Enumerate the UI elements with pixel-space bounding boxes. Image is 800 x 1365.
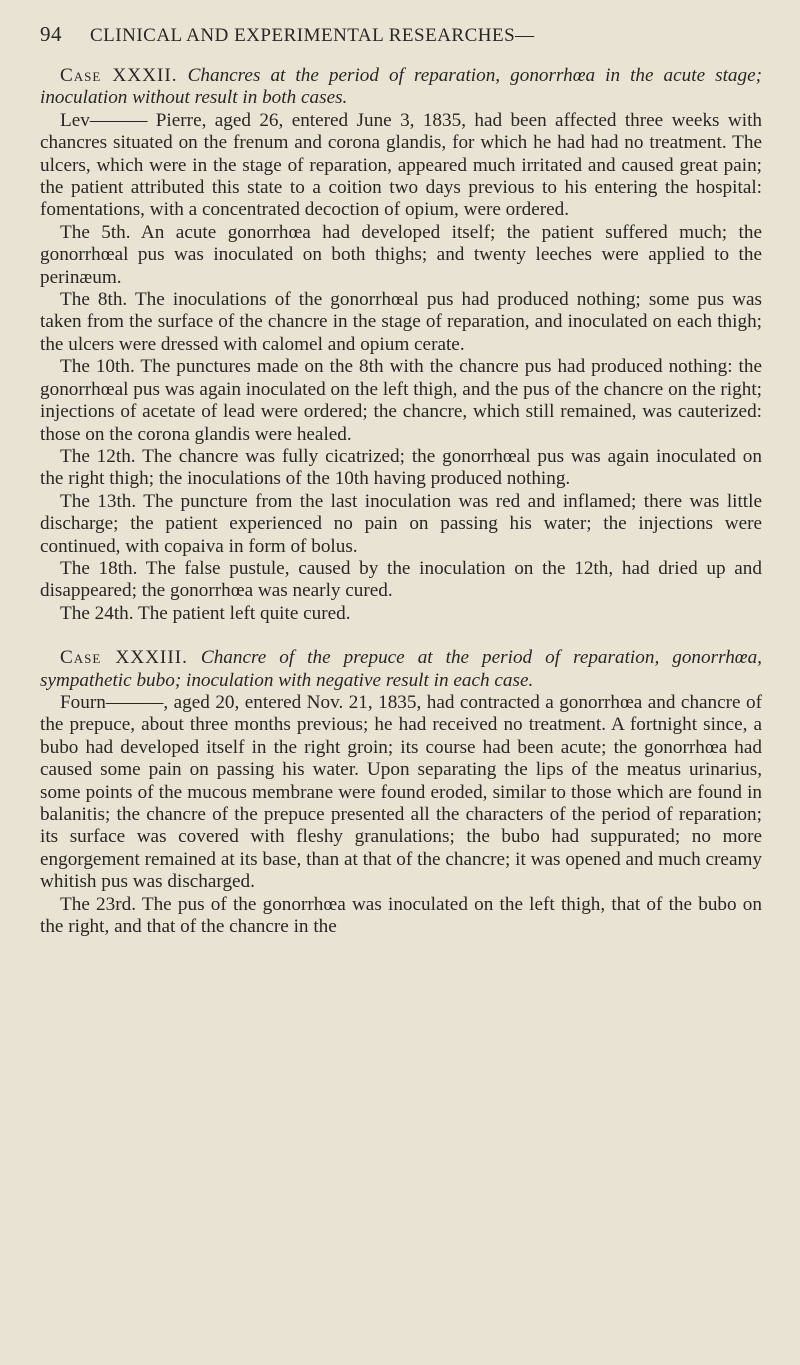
case-number: Case XXXIII.	[60, 647, 188, 669]
case-heading	[40, 647, 762, 692]
running-head	[40, 22, 762, 47]
case-paragraph: The 10th. The punctures made on the 8th with the chancre pus had produced nothing: the gonorrhœal pus was again inoculated on the left thigh, and the pus of the chancre on the right; injections of acetate of lead were ordered; the chancre, which still remained, was cauterized: those on the corona glandis were healed.	[40, 356, 762, 445]
case-title: Chancres at the period of reparation, gonorrhœa in the acute stage; inoculation without result in both cases.	[40, 65, 763, 109]
running-title: CLINICAL AND EXPERIMENTAL RESEARCHES—	[90, 25, 535, 46]
case-paragraph: Lev——— Pierre, aged 26, entered June 3, 1835, had been affected three weeks with chancres situated on the frenum and corona glandis, for which he had had no treatment. The ulcers, which were in the stage of reparation, appeared much irritated and caused great pain; the patient attributed this state to a coition two days previous to his entering the hospital: fomentations, with a concentrated decoction of opium, were ordered.	[40, 109, 762, 221]
case-paragraph: The 18th. The false pustule, caused by the inoculation on the 12th, had dried up and disappeared; the gonorrhœa was nearly cured.	[40, 557, 762, 602]
case-number: Case XXXII.	[60, 65, 178, 86]
case-paragraph: The 13th. The puncture from the last inoculation was red and inflamed; there was little discharge; the patient experienced no pain on passing his water; the injections were continued, with copaiva in form of bolus.	[40, 490, 762, 557]
case-paragraph: The 5th. An acute gonorrhœa had developed itself; the patient suffered much; the gonorrhœal pus was inoculated on both thighs; and twenty leeches were applied to the perinæum.	[40, 221, 762, 288]
case-paragraph: Fourn———, aged 20, entered Nov. 21, 1835, had contracted a gonorrhœa and chancre of the prepuce, about three months previous; he had received no treatment. A fortnight since, a bubo had developed itself in the right groin; its course had been acute; the gonorrhœa had caused some pain on passing his water. Upon separating the lips of the meatus urinarius, some points of the mucous membrane were found eroded, similar to those which are found in balanitis; the chancre of the prepuce presented all the characters of the period of reparation; its surface was covered with fleshy granulations; the bubo had suppurated; no more engorgement remained at its base, than at that of the chancre; it was opened and much creamy whitish pus was discharged.	[40, 691, 762, 893]
case-title: Chancre of the prepuce at the period of reparation, gonorrhœa, sympathetic bubo; inoculation with negative result in each case.	[40, 647, 762, 691]
case-paragraph: The 24th. The patient left quite cured.	[60, 602, 351, 624]
case-paragraph: The 12th. The chancre was fully cicatrized; the gonorrhœal pus was again inoculated on the right thigh; the inoculations of the 10th having produced nothing.	[40, 445, 762, 490]
case-paragraph: The 23rd. The pus of the gonorrhœa was inoculated on the left thigh, that of the bubo on the right, and that of the chancre in the	[40, 893, 762, 938]
case-32	[40, 65, 762, 625]
page-number: 94	[40, 22, 62, 46]
case-paragraph: The 8th. The inoculations of the gonorrhœal pus had produced nothing; some pus was taken from the surface of the chancre in the stage of reparation, and inoculated on each thigh; the ulcers were dressed with calomel and opium cerate.	[40, 289, 762, 355]
case-33	[40, 647, 762, 938]
case-heading	[40, 65, 762, 110]
